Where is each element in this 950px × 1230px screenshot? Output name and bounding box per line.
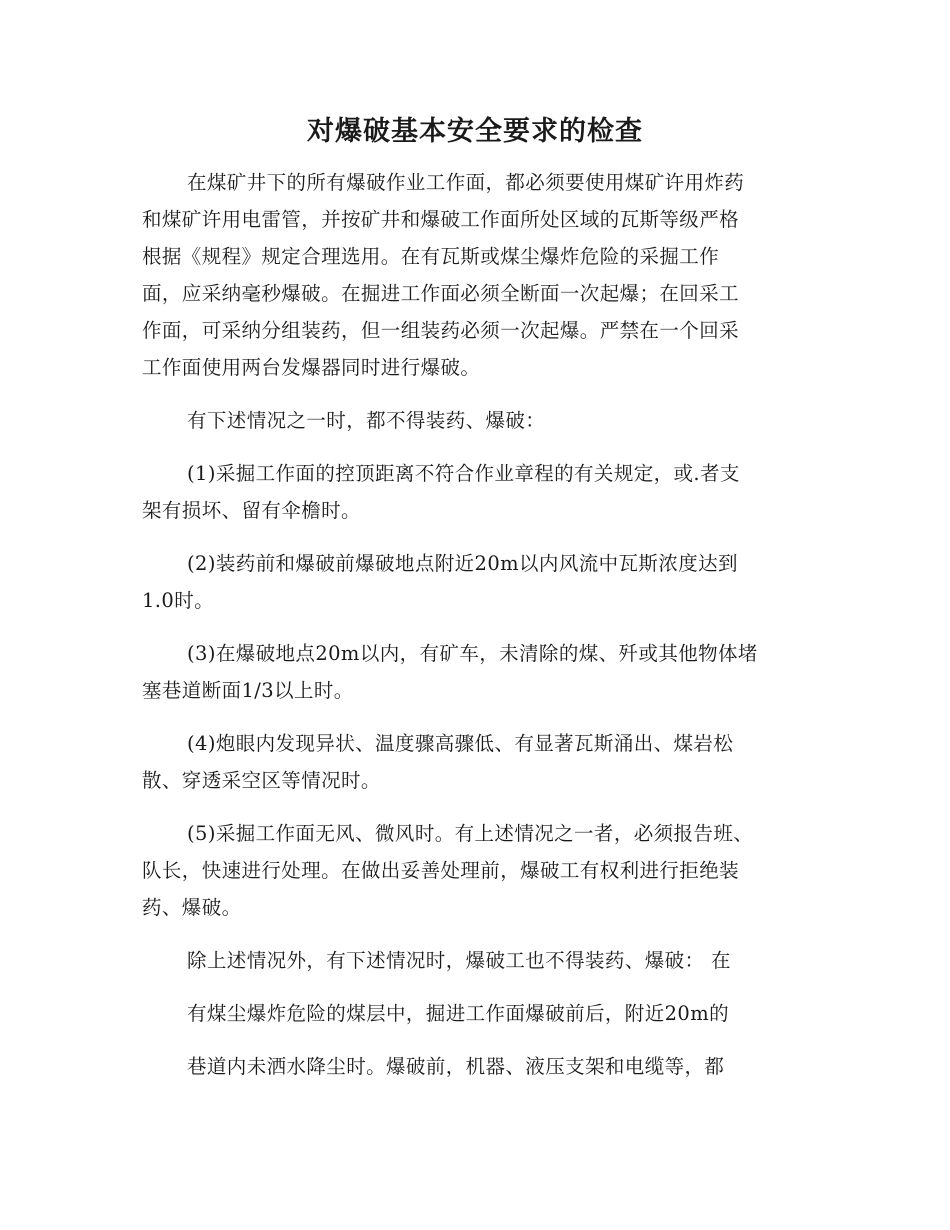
paragraph-line: 1.0时。 [142, 589, 215, 612]
paragraph-line: 有煤尘爆炸危险的煤层中，掘进工作面爆破前后，附近20m的 [187, 1002, 730, 1025]
document-title: 对爆破基本安全要求的检查 [307, 116, 643, 147]
paragraph-line: (1)采掘工作面的控顶距离不符合作业章程的有关规定，或.者支 [187, 462, 740, 485]
paragraph-line: 架有损坏、留有伞檐时。 [142, 499, 361, 522]
paragraph-line: (5)采掘工作面无风、微风时。有上述情况之一者，必须报告班、 [187, 822, 754, 845]
paragraph-line: 队长，快速进行处理。在做出妥善处理前，爆破工有权利进行拒绝装 [142, 859, 740, 882]
paragraph-line: 作面，可采纳分组装药，但一组装药必须一次起爆。严禁在一个回采 [142, 319, 740, 342]
paragraph-line: (3)在爆破地点20m以内，有矿车，未清除的煤、歼或其他物体堵 [187, 642, 758, 665]
paragraph-line: 有下述情况之一时，都不得装药、爆破： [187, 409, 546, 432]
paragraph-line: 药、爆破。 [142, 896, 242, 919]
paragraph-line: 和煤矿许用电雷管，并按矿井和爆破工作面所处区域的瓦斯等级严格 [142, 208, 740, 231]
paragraph-line: (2)装药前和爆破前爆破地点附近20m以内风流中瓦斯浓度达到 [187, 552, 738, 575]
paragraph-line: 除上述情况外，有下述情况时，爆破工也不得装药、爆破： 在 [187, 949, 731, 972]
paragraph-line: 工作面使用两台发爆器同时进行爆破。 [142, 356, 481, 379]
paragraph-line: 塞巷道断面1/3以上时。 [142, 679, 354, 702]
paragraph-line: 散、穿透采空区等情况时。 [142, 769, 381, 792]
paragraph-line: (4)炮眼内发现异状、温度骤高骤低、有显著瓦斯涌出、煤岩松 [187, 732, 734, 755]
paragraph-line: 巷道内未洒水降尘时。爆破前，机器、液压支架和电缆等，都 [187, 1055, 725, 1078]
paragraph-line: 根据《规程》规定合理选用。在有瓦斯或煤尘爆炸危险的采掘工作 [142, 245, 720, 268]
paragraph-line: 在煤矿井下的所有爆破作业工作面，都必须要使用煤矿许用炸药 [187, 171, 745, 194]
paragraph-line: 面，应采纳毫秒爆破。在掘进工作面必须全断面一次起爆；在回采工 [142, 282, 740, 305]
